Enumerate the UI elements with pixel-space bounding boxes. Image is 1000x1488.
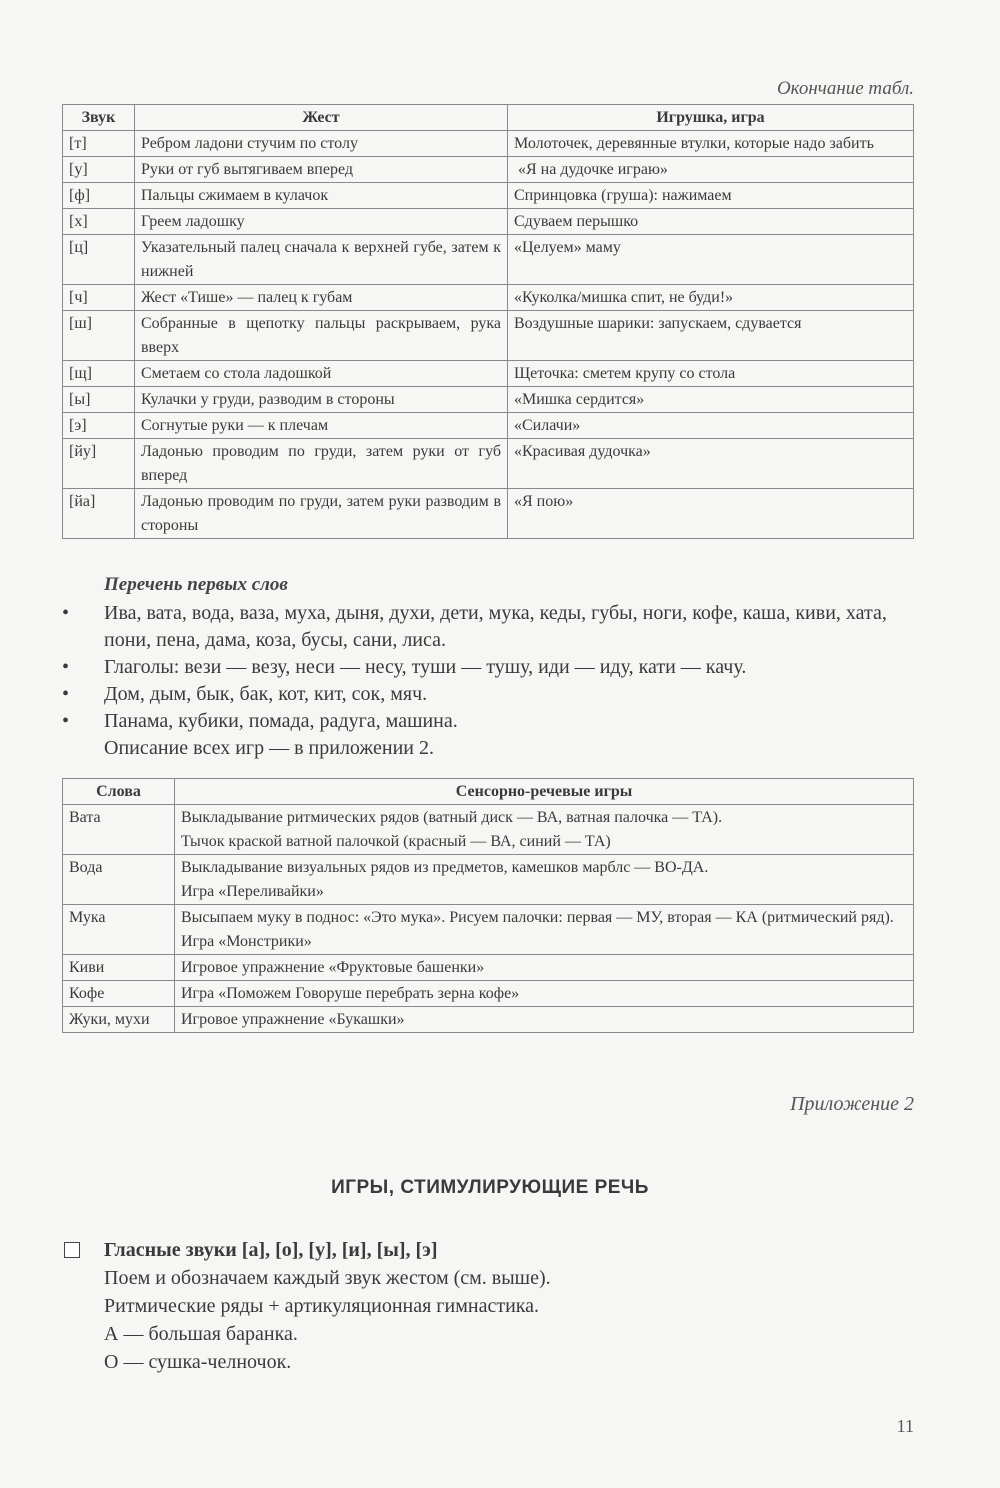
- gesture-cell: Жест «Тише» — палец к губам: [135, 285, 508, 311]
- toy-game-cell: Воздушные шарики: запускаем, сдувается: [508, 311, 914, 361]
- table-row: [63, 183, 914, 209]
- vowels-line: О — сушка-челночок.: [104, 1351, 292, 1373]
- table-row: [63, 311, 914, 361]
- games-line: Игра «Поможем Говоруше перебрать зерна кофе»: [181, 985, 520, 1002]
- word-cell: Жуки, мухи: [63, 1007, 175, 1033]
- games-cell: [175, 905, 914, 955]
- list-item: [62, 600, 914, 654]
- table-row: [63, 439, 914, 489]
- games-line: Игра «Монстрики»: [181, 933, 312, 950]
- toy-game-cell: «Куколка/мишка спит, не буди!»: [508, 285, 914, 311]
- table-row: [63, 981, 914, 1007]
- toy-game-cell: Спринцовка (груша): нажимаем: [508, 183, 914, 209]
- table-row: [63, 157, 914, 183]
- table-row: [63, 235, 914, 285]
- column-header-toy-game: Игрушка, игра: [508, 105, 914, 131]
- page-number: 11: [896, 1416, 914, 1436]
- list-item-text: Дом, дым, бык, бак, кот, кит, сок, мяч.: [104, 683, 428, 705]
- sound-cell: [ц]: [63, 235, 135, 285]
- toy-game-cell: «Я пою»: [508, 489, 914, 539]
- toy-game-cell: «Мишка сердится»: [508, 387, 914, 413]
- list-item-text: Глаголы: вези — везу, неси — несу, туши — тушу, иди — иду, кати — качу.: [104, 656, 747, 678]
- word-cell: Мука: [63, 905, 175, 955]
- column-header-words: Слова: [63, 779, 175, 805]
- toy-game-cell: «Силачи»: [508, 413, 914, 439]
- gesture-cell: Согнутые руки — к плечам: [135, 413, 508, 439]
- bullet: •: [62, 656, 70, 678]
- table-row: [63, 855, 914, 905]
- bullet: •: [62, 602, 70, 624]
- table-row: [63, 489, 914, 539]
- gesture-cell: Кулачки у груди, разводим в стороны: [135, 387, 508, 413]
- checkbox-square-icon: [64, 1242, 80, 1258]
- table-row: [63, 387, 914, 413]
- vowels-line: Ритмические ряды + артикуляционная гимнастика.: [104, 1295, 540, 1317]
- list-item-text: Ива, вата, вода, ваза, муха, дыня, духи, дети, мука, кеды, губы, ноги, кофе, каша, киви, хата, пони, пена, дама, коза, бусы, сани, лиса.: [104, 602, 887, 651]
- sound-cell: [ч]: [63, 285, 135, 311]
- table-row: [63, 955, 914, 981]
- games-line: Тычок краской ватной палочкой (красный — ВА, синий — ТА): [181, 833, 611, 850]
- games-cell: [175, 955, 914, 981]
- vowels-section: [62, 1236, 914, 1376]
- table-row: [63, 361, 914, 387]
- toy-game-cell: Молоточек, деревянные втулки, которые надо забить: [508, 131, 914, 157]
- games-line: Игровое упражнение «Фруктовые башенки»: [181, 959, 485, 976]
- games-note: Описание всех игр — в приложении 2.: [104, 737, 434, 759]
- list-item: [62, 708, 914, 735]
- vowels-heading: Гласные звуки [а], [о], [у], [и], [ы], [э]: [104, 1239, 438, 1261]
- word-cell: Кофе: [63, 981, 175, 1007]
- sound-cell: [йа]: [63, 489, 135, 539]
- list-item: [62, 681, 914, 708]
- gesture-cell: Сметаем со стола ладошкой: [135, 361, 508, 387]
- list-item-text: Панама, кубики, помада, радуга, машина.: [104, 710, 458, 732]
- word-cell: Вата: [63, 805, 175, 855]
- sound-cell: [у]: [63, 157, 135, 183]
- games-line: Игровое упражнение «Букашки»: [181, 1011, 405, 1028]
- toy-game-cell: «Целуем» маму: [508, 235, 914, 285]
- games-line: Высыпаем муку в поднос: «Это мука». Рисуем палочки: первая — МУ, вторая — КА (ритмический ряд).: [181, 909, 894, 926]
- table-header-row: [63, 105, 914, 131]
- vowels-line: А — большая баранка.: [104, 1323, 298, 1345]
- first-words-list: [62, 600, 914, 762]
- table-row: [63, 905, 914, 955]
- gesture-cell: Руки от губ вытягиваем вперед: [135, 157, 508, 183]
- gesture-cell: Греем ладошку: [135, 209, 508, 235]
- gesture-cell: Ладонью проводим по груди, затем руки разводим в стороны: [135, 489, 508, 539]
- sound-cell: [э]: [63, 413, 135, 439]
- gesture-cell: Пальцы сжимаем в кулачок: [135, 183, 508, 209]
- bullet: •: [62, 683, 70, 705]
- games-cell: [175, 855, 914, 905]
- sound-gesture-table: [62, 104, 914, 539]
- games-cell: [175, 805, 914, 855]
- table-continuation-label: Окончание табл.: [776, 78, 914, 99]
- list-item: [62, 654, 914, 681]
- toy-game-cell: Щеточка: сметем крупу со стола: [508, 361, 914, 387]
- games-cell: [175, 1007, 914, 1033]
- sound-cell: [йу]: [63, 439, 135, 489]
- section-title: ИГРЫ, СТИМУЛИРУЮЩИЕ РЕЧЬ: [331, 1177, 649, 1198]
- table-row: [63, 209, 914, 235]
- column-header-gesture: Жест: [135, 105, 508, 131]
- word-cell: Вода: [63, 855, 175, 905]
- words-games-table: [62, 778, 914, 1033]
- gesture-cell: Собранные в щепотку пальцы раскрываем, рука вверх: [135, 311, 508, 361]
- table-row: [63, 413, 914, 439]
- table-row: [63, 285, 914, 311]
- table-header-row: [63, 779, 914, 805]
- sound-cell: [щ]: [63, 361, 135, 387]
- table-row: [63, 805, 914, 855]
- table-row: [63, 131, 914, 157]
- sound-cell: [ы]: [63, 387, 135, 413]
- gesture-cell: Ребром ладони стучим по столу: [135, 131, 508, 157]
- bullet: •: [62, 710, 70, 732]
- sound-cell: [т]: [63, 131, 135, 157]
- sound-cell: [ф]: [63, 183, 135, 209]
- column-header-sound: Звук: [63, 105, 135, 131]
- toy-game-cell: «Я на дудочке играю»: [508, 157, 914, 183]
- sound-cell: [ш]: [63, 311, 135, 361]
- vowels-line: Поем и обозначаем каждый звук жестом (см. выше).: [104, 1267, 551, 1289]
- gesture-cell: Ладонью проводим по груди, затем руки от губ вперед: [135, 439, 508, 489]
- word-cell: Киви: [63, 955, 175, 981]
- games-line: Выкладывание визуальных рядов из предметов, камешков марблс — ВО-ДА.: [181, 859, 709, 876]
- appendix-label: Приложение 2: [790, 1093, 914, 1115]
- games-line: Выкладывание ритмических рядов (ватный диск — ВА, ватная палочка — ТА).: [181, 809, 723, 826]
- column-header-sensory-games: Сенсорно-речевые игры: [175, 779, 914, 805]
- games-line: Игра «Переливайки»: [181, 883, 324, 900]
- toy-game-cell: «Красивая дудочка»: [508, 439, 914, 489]
- sound-cell: [х]: [63, 209, 135, 235]
- first-words-heading: Перечень первых слов: [104, 574, 288, 595]
- games-cell: [175, 981, 914, 1007]
- gesture-cell: Указательный палец сначала к верхней губе, затем к нижней: [135, 235, 508, 285]
- table-row: [63, 1007, 914, 1033]
- toy-game-cell: Сдуваем перышко: [508, 209, 914, 235]
